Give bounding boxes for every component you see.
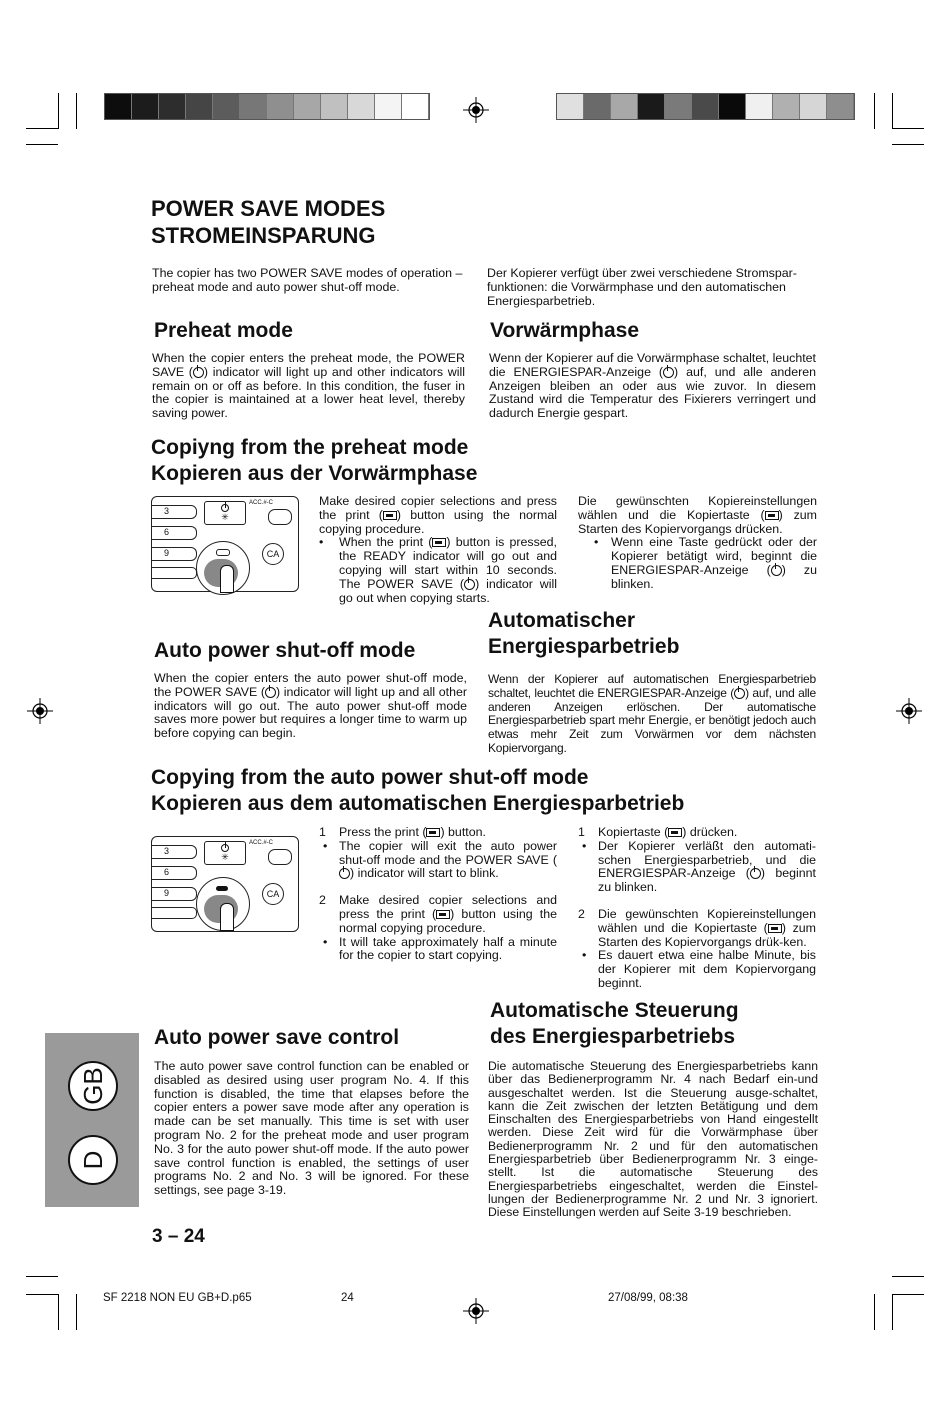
crop-mark	[892, 144, 924, 145]
text: When the copier enters the preheat mode, the POWER SAVE (	[152, 351, 465, 379]
text: Wenn der Kopierer auf die Vorwärmphase schaltet, leuchtet die ENERGIESPAR-Anzeige (	[489, 351, 816, 379]
power-save-icon	[193, 367, 204, 378]
power-save-icon	[663, 367, 674, 378]
text: ) button is pressed, the READY indicator will go out and copying will start within 10 seconds. The POWER SAVE (	[339, 535, 557, 591]
print-icon	[426, 828, 440, 837]
registration-mark-icon	[463, 1298, 489, 1324]
power-save-icon	[464, 579, 475, 590]
ca-button	[262, 883, 284, 905]
registration-mark-icon	[463, 97, 489, 123]
crop-mark	[892, 1294, 924, 1295]
shutoff-heading-en: Auto power shut-off mode	[154, 639, 416, 662]
key-label: 3	[164, 846, 170, 856]
page-title	[151, 195, 385, 249]
control-heading-de	[490, 998, 739, 1050]
bullet	[319, 536, 557, 605]
print-icon	[432, 538, 446, 547]
color-swatch	[132, 94, 159, 119]
bullet-dot: •	[594, 535, 599, 550]
intro-de: Der Kopierer verfügt über zwei verschiedene Stromspar-funktionen: die Vorwärmphase und den automatischen Energiesparbetrieb.	[487, 266, 797, 308]
control-panel-illustration	[151, 496, 299, 592]
heading-en: Copiyng from the preheat mode	[151, 436, 469, 459]
preheat-text-de	[489, 352, 816, 421]
crop-mark	[892, 1276, 924, 1277]
power-save-icon	[771, 565, 782, 576]
text: Wenn der Kopierer auf automatischen Energiesparbetrieb schaltet, leuchtet die ENERGIESPAR-Anzeige (	[488, 672, 816, 700]
control-text-en: The auto power save control function can be enabled or disabled as desired using user program No. 4. If this function is disabled, the time that elapses before the copier enters a power save mode after any operation is made can be set manually. This time is set with user program No. 2 for the preheat mode and user program No. 3 for the auto power shut-off mode. If the auto power save control function is enabled, the settings of user programs No. 2 and No. 3 will be ignored. For these settings, see page 3-19.	[154, 1059, 469, 1198]
text: ) beginnt zu blinken.	[598, 866, 816, 895]
key-9	[152, 887, 197, 901]
shutoff-heading-de	[488, 608, 679, 660]
text: ) button using the normal copying procedure.	[319, 507, 557, 536]
heading-en: Copying from the auto power shut-off mode	[151, 766, 589, 789]
text: When the print (	[339, 535, 433, 550]
key-6	[152, 526, 197, 540]
step-1	[319, 826, 557, 840]
color-swatch	[719, 94, 746, 119]
color-swatch	[105, 94, 132, 119]
text: Es dauert etwa eine halbe Minute, bis der Kopierer mit dem Kopiervorgang beginnt.	[598, 948, 816, 990]
label: GB	[77, 1067, 108, 1105]
key-3	[152, 845, 197, 859]
power-save-icon	[265, 687, 276, 698]
key-label: 3	[164, 506, 170, 516]
language-badge-d	[68, 1135, 118, 1185]
text: The copier will exit the auto power shut-off mode and the POWER SAVE (	[339, 838, 557, 867]
copy-preheat-de	[578, 495, 817, 592]
heading-de: Kopieren aus dem automatischen Energiesparbetrieb	[151, 792, 685, 815]
print-icon	[668, 828, 682, 837]
heading-line: des Energiesparbetriebs	[490, 1025, 736, 1048]
footer-file: SF 2218 NON EU GB+D.p65	[103, 1292, 252, 1304]
crop-mark	[26, 1294, 58, 1295]
text: Press the print (	[339, 825, 427, 839]
key-label: 9	[164, 548, 170, 558]
step-number: 2	[319, 893, 326, 908]
text: Wenn eine Taste gedrückt oder der Kopierer betätigt wird, beginnt die ENERGIESPAR-Anzeige (	[611, 535, 817, 577]
bullet	[578, 949, 816, 990]
text: ) indicator will go out when copying starts.	[339, 576, 557, 605]
crop-mark	[874, 93, 875, 129]
bullet-dot: •	[582, 948, 587, 963]
step-number: 1	[319, 825, 326, 839]
color-swatch	[746, 94, 773, 119]
crop-mark	[892, 1294, 893, 1330]
heading-line: Automatischer	[488, 609, 636, 632]
shutoff-text-en	[154, 672, 467, 741]
power-save-icon	[221, 844, 229, 852]
step-1	[578, 826, 816, 840]
copy-preheat-heading	[151, 435, 477, 487]
color-swatch	[557, 94, 584, 119]
text: When the copier enters the auto power shut-off mode, the POWER SAVE (	[154, 671, 467, 699]
text: ) zum Starten des Kopiervorgangs drücken.	[578, 507, 817, 536]
color-swatch	[800, 94, 827, 119]
key-9	[152, 547, 197, 561]
text: ) drücken.	[682, 825, 738, 839]
text: Make desired copier selections and press the print (	[319, 494, 557, 522]
crop-mark	[26, 1276, 58, 1277]
title-line-en: POWER SAVE MODES	[151, 196, 386, 221]
page-number: 3 – 24	[152, 1226, 205, 1247]
crop-mark	[892, 128, 924, 129]
language-tab	[45, 1033, 139, 1207]
color-bar-right	[556, 93, 855, 120]
key-3	[152, 505, 197, 519]
title-line-de: STROMEINSPARUNG	[151, 223, 376, 248]
preheat-heading-de: Vorwärmphase	[490, 319, 639, 342]
power-save-icon	[339, 868, 350, 879]
preheat-heading-en: Preheat mode	[154, 319, 293, 342]
text: Die gewünschten Kopiereinstellungen wählen und die Kopiertaste (	[598, 906, 816, 935]
footer-page: 24	[341, 1292, 354, 1304]
acc-label: ACC.#-C	[249, 500, 274, 506]
color-swatch	[773, 94, 800, 119]
key-label: 6	[164, 527, 170, 537]
text: ) indicator will light up and all other indicators will go out. The auto power shut-off mode saves more power but requires a longer time to warm up before copying can begin.	[154, 684, 467, 741]
print-icon	[768, 924, 782, 933]
finger-icon	[220, 565, 234, 593]
power-save-icon	[221, 504, 229, 512]
control-panel-illustration	[151, 836, 299, 932]
bullet	[578, 840, 816, 895]
crop-mark	[58, 93, 59, 129]
label: D	[77, 1150, 108, 1170]
ready-indicator	[216, 549, 230, 556]
text: ) button using the normal copying procedure.	[339, 906, 557, 935]
step-text	[578, 495, 817, 536]
step-text	[319, 495, 557, 536]
print-icon	[436, 910, 450, 919]
crop-mark	[26, 144, 58, 145]
key-label: 9	[164, 888, 170, 898]
bullet-dot: •	[323, 934, 328, 949]
bullet-dot: •	[582, 838, 587, 853]
color-swatch	[186, 94, 213, 119]
bullet-dot: •	[319, 535, 324, 550]
text: ) zum Starten des Kopiervorgangs drük-ken.	[598, 920, 816, 949]
acc-label: ACC.#-C	[249, 840, 274, 846]
intro-en: The copier has two POWER SAVE modes of operation – preheat mode and auto power shut-off mode.	[152, 266, 463, 294]
text: ) button.	[440, 825, 486, 839]
color-swatch	[294, 94, 321, 119]
text: Der Kopierer verläßt den automati-schen Energiesparbetrieb, und die ENERGIESPAR-Anzeige (	[598, 838, 816, 881]
color-swatch	[159, 94, 186, 119]
control-heading-en: Auto power save control	[154, 1026, 400, 1049]
step-2	[578, 908, 816, 949]
power-save-icon	[750, 868, 761, 879]
color-swatch	[638, 94, 665, 119]
color-swatch	[348, 94, 375, 119]
finger-icon	[220, 903, 234, 931]
registration-mark-icon	[27, 698, 53, 724]
bullet	[319, 936, 557, 964]
copy-shutoff-de	[578, 826, 816, 991]
shutoff-text-de	[488, 673, 816, 756]
copy-preheat-en	[319, 495, 557, 605]
step-2	[319, 894, 557, 935]
power-save-icon	[734, 688, 745, 699]
color-swatch	[321, 94, 348, 119]
slot	[152, 907, 197, 919]
color-swatch	[375, 94, 402, 119]
copy-shutoff-en	[319, 826, 557, 963]
preheat-text-en	[152, 352, 465, 421]
heading-line: Automatische Steuerung	[490, 999, 739, 1022]
step-number: 2	[578, 906, 585, 921]
acc-button	[268, 509, 292, 525]
text: ) auf, und alle anderen Anzeigen erlöschen. Der automatische Energiesparbetrieb spart mehr Energie, er benötigt jedoch auch etwas mehr Zeit zum Vorwärmen vor dem nächsten Kopiervorgang.	[488, 685, 816, 755]
crop-mark	[76, 1294, 77, 1330]
bullet-dot: •	[323, 838, 328, 853]
crop-mark	[874, 1294, 875, 1330]
acc-button	[268, 849, 292, 865]
heading-de: Kopieren aus der Vorwärmphase	[151, 462, 478, 485]
text: Make desired copier selections and press the print (	[339, 893, 557, 921]
text: Kopiertaste (	[598, 825, 669, 839]
language-badge-gb	[68, 1061, 118, 1111]
color-swatch	[692, 94, 719, 119]
text: ) indicator will light up and other indicators will remain on or off as before. In this condition, the fuser in the copier is maintained at a lower heat level, thereby saving power.	[152, 364, 465, 421]
slot	[152, 567, 197, 579]
ready-indicator	[216, 886, 228, 891]
color-swatch	[402, 94, 429, 119]
color-swatch	[611, 94, 638, 119]
copy-shutoff-heading	[151, 765, 684, 817]
bullet	[319, 840, 557, 881]
step-number: 1	[578, 825, 585, 839]
crop-mark	[76, 93, 77, 129]
print-icon	[765, 511, 779, 520]
crop-mark	[58, 1294, 59, 1330]
color-swatch	[584, 94, 611, 119]
text: Die gewünschten Kopiereinstellungen wählen und die Kopiertaste (	[578, 494, 817, 522]
control-text-de: Die automatische Steuerung des Energiesparbetriebs kann über das Bedienerprogramm Nr. 4 nach Bedarf ein-und ausgeschaltet werden. Ist die Steuerung ausge-schaltet, kann die Zeit zwischen der letzten Betätigung und dem Einschalten des Energiesparbetriebs von Hand eingestellt werden. Diese Zeit wird für die Vorwärmphase über Bedienerprogramm Nr. 2 und für den automatischen Energiesparbetrieb über Bedienerprogramm Nr. 3 einge-stellt. Ist die automatische Steuerung des Energiesparbetriebs eingeschaltet, werden die Einstel-lungen der Bedienerprogramme Nr. 2 und Nr. 3 ignoriert. Diese Einstellungen werden auf Seite 3-19 beschrieben.	[488, 1059, 818, 1220]
crop-mark	[892, 93, 893, 129]
bullet	[578, 536, 817, 591]
ca-button	[262, 543, 284, 565]
text: ) zu blinken.	[611, 562, 817, 591]
color-bar-left	[104, 93, 430, 120]
text: It will take approximately half a minute for the copier to start copying.	[339, 934, 557, 963]
heading-line: Energiesparbetrieb	[488, 635, 680, 658]
color-swatch	[213, 94, 240, 119]
color-swatch	[267, 94, 294, 119]
text: ) indicator will start to blink.	[350, 866, 499, 881]
key-6	[152, 866, 197, 880]
power-save-indicator: ✳	[204, 501, 246, 525]
color-swatch	[240, 94, 267, 119]
key-label: 6	[164, 867, 170, 877]
footer-date: 27/08/99, 08:38	[608, 1292, 688, 1304]
text: ) auf, und alle anderen Anzeigen bleiben an oder aus wie zuvor. In diesem Zustand wird die Temperatur des Fixierers verringert und dadurch Energie gespart.	[489, 364, 816, 421]
power-save-indicator: ✳	[204, 841, 246, 865]
print-icon	[383, 511, 397, 520]
ca-label: CA	[266, 549, 280, 559]
ca-label: CA	[266, 889, 280, 899]
crop-mark	[26, 128, 58, 129]
color-swatch	[827, 94, 854, 119]
registration-mark-icon	[896, 698, 922, 724]
color-swatch	[665, 94, 692, 119]
